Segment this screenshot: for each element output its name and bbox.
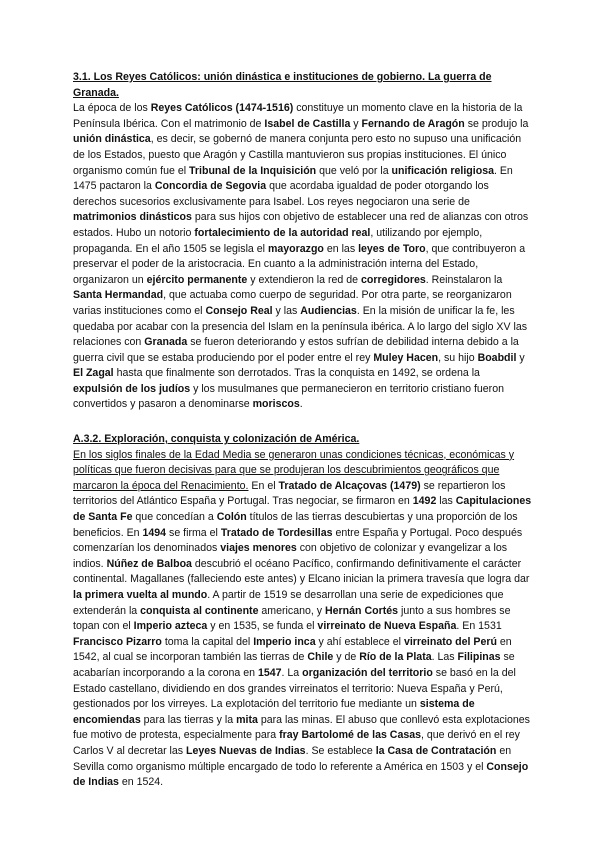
text-run: y en 1535, se funda el — [207, 620, 318, 633]
text-run: y — [516, 351, 525, 364]
text-run: . Las — [431, 651, 458, 664]
text-run: hasta que finalmente son derrotados. Tras la conquista en 1492, se ordena la — [113, 367, 480, 380]
text-run: , que contribuyeron a preservar el poder de la aristocracia. En cuanto a la administración interna del Estado, organizaron un — [73, 242, 526, 286]
text-run: en 1542, al cual se incorporan también las tierras de — [73, 635, 512, 664]
bold-term: conquista al continente — [140, 604, 259, 617]
text-run: se acabarían incorporando a la corona en — [73, 651, 515, 679]
bold-term: fortalecimiento de la autoridad real — [194, 226, 371, 239]
text-run: en las — [323, 242, 359, 255]
bold-term: virreinato de Nueva España — [317, 620, 457, 633]
text-run: . — [299, 398, 303, 411]
text-run: descubrió el océano Pacífico, confirmando definitivamente el carácter continental. Magallanes (falleciendo este antes) y Elcano inician la primera travesía que logra dar — [73, 557, 530, 586]
bold-term: Imperio inca — [253, 635, 316, 648]
bold-term: Río de la Plata — [359, 651, 432, 664]
bold-term: Imperio azteca — [133, 620, 208, 633]
text-run: , que actuaba como cuerpo de seguridad. Por otra parte, se reorganizaron varias instituciones como el — [73, 289, 512, 317]
bold-term: Filipinas — [457, 651, 501, 664]
bold-term: fray Bartolomé de las Casas — [279, 729, 422, 742]
bold-term: ejército permanente — [146, 273, 248, 286]
text-run: que concedían a — [132, 511, 217, 524]
text-run: las — [436, 495, 456, 508]
section-2-paragraph — [73, 448, 532, 791]
text-run: y de — [333, 651, 360, 664]
section-1-title: 3.1. Los Reyes Católicos: unión dinástica e instituciones de gobierno. La guerra de Granada. — [73, 71, 492, 99]
text-run: toma la capital del — [161, 635, 254, 648]
bold-term: Santa Hermandad — [73, 289, 164, 302]
bold-term: leyes de Toro — [358, 242, 426, 255]
text-run: y — [350, 117, 362, 130]
text-run: . En 1475 pactaron la — [73, 164, 513, 193]
bold-term: Audiencias — [300, 304, 357, 317]
bold-term: Colón — [216, 511, 247, 524]
text-run: en Sevilla como organismo múltiple encargado de todo lo referente a América en 1503 y el — [73, 744, 512, 773]
bold-term: Reyes Católicos (1474-1516) — [150, 102, 294, 115]
bold-term: corregidores — [360, 273, 426, 286]
bold-term: viajes menores — [220, 542, 297, 555]
bold-term: 1492 — [412, 495, 437, 508]
bold-term: Isabel de Castilla — [264, 117, 351, 130]
text-run: se basó en la del Estado castellano, dividiendo en dos grandes virreinatos el territorio: Nueva España y Perú, gestionados por los virreyes. La explotación del territorio fue mediante un — [73, 666, 516, 711]
text-run: y las — [272, 304, 301, 317]
bold-term: la Casa de Contratación — [375, 744, 497, 757]
bold-term: Consejo de Indias — [73, 760, 529, 789]
bold-term: Chile — [307, 651, 334, 664]
bold-term: Concordia de Segovia — [154, 180, 267, 193]
text-run: con objetivo de colonizar y evangelizar a los indios. — [73, 542, 508, 570]
bold-term: Hernán Cortés — [325, 604, 399, 617]
bold-term: Tratado de Alcaçovas (1479) — [278, 479, 421, 492]
text-run: para las minas. El abuso que conllevó esta explotaciones fue motivo de protesta, especialmente para — [73, 713, 530, 742]
bold-term: moriscos — [252, 398, 300, 411]
bold-term: unión dinástica — [73, 133, 151, 146]
text-run: para las tierras y la — [140, 713, 237, 726]
section-1-paragraph — [73, 101, 532, 413]
bold-term: matrimonios dinásticos — [73, 211, 192, 224]
text-run: , su hijo — [438, 351, 478, 364]
bold-term: 1494 — [142, 526, 167, 539]
text-run: para sus hijos con objetivo de establecer una red de alianzas con otros estados. Hubo un notorio — [73, 211, 529, 239]
bold-term: mayorazgo — [267, 242, 324, 255]
text-run: . Reinstalaron la — [425, 273, 503, 286]
text-run: y extendieron la red de — [247, 273, 361, 286]
text-run: que veló por la — [316, 164, 392, 177]
bold-term: Tratado de Tordesillas — [220, 526, 333, 539]
text-run: . En la misión de unificar la fe, les quedaba por acabar con la presencia del Islam en la península ibérica. A lo largo del siglo XV las relaciones con — [73, 304, 528, 349]
text-run: que acordaba igualdad de poder otorgando los derechos sucesorios exclusivamente para Isabel. Los reyes negociaron una serie de — [73, 180, 489, 208]
bold-term: organización del territorio — [302, 666, 433, 679]
bold-term: Consejo Real — [205, 304, 273, 317]
text-run: y ahí establece el — [315, 635, 404, 648]
text-run: y los musulmanes que permanecieron en territorio cristiano fueron convertidos y pasaron a denominarse — [73, 382, 504, 411]
text-run: se repartieron los territorios del Atlántico España y Portugal. Tras negociar, se firmaron en — [73, 479, 506, 508]
text-run: La época de los — [73, 102, 151, 115]
bold-term: Capitulaciones de Santa Fe — [73, 495, 532, 524]
bold-term: mita — [236, 713, 258, 726]
bold-term: virreinato del Perú — [403, 635, 497, 648]
text-run: entre España y Portugal. Poco después comenzarían los denominados — [73, 526, 523, 555]
text-run: se fueron deteriorando y estos sufrían de debilidad interna debido a la guerra civil que se estaba produciendo por el poder entre el rey — [73, 336, 519, 364]
bold-term: El Zagal — [73, 367, 114, 380]
section-2-title: A.3.2. Exploración, conquista y colonización de América. — [73, 433, 360, 446]
bold-term: Granada — [144, 336, 188, 349]
underlined-text: En los siglos finales de la Edad Media se generaron unas condiciones técnicas, económicas y políticas que fueron decisivas para que se produjeran los descubrimientos geográficos que marcaron la época del Renacimiento. — [73, 448, 515, 492]
bold-term: la primera vuelta al mundo — [73, 589, 208, 601]
text-run: se firma el — [166, 526, 221, 539]
bold-term: 1547 — [257, 666, 282, 679]
text-run: constituye un momento clave en la historia de la Península Ibérica. Con el matrimonio de — [73, 102, 523, 130]
text-run: se produjo la — [464, 117, 529, 130]
bold-term: Francisco Pizarro — [73, 635, 162, 648]
bold-term: sistema de encomiendas — [73, 698, 475, 726]
bold-term: Leyes Nuevas de Indias — [186, 744, 306, 757]
bold-term: unificación religiosa — [391, 164, 494, 177]
bold-term: Núñez de Balboa — [106, 557, 192, 570]
text-run: . La — [281, 666, 303, 679]
text-run: , que derivó en el rey Carlos V al decretar las — [73, 729, 520, 757]
text-run: junto a sus hombres se topan con el — [73, 604, 511, 633]
text-run: , es decir, se gobernó de manera conjunta pero esto no supuso una unificación de los Estados, puesto que Aragón y Castilla mantuvieron sus propias instituciones. El único organismo común fue el — [73, 133, 522, 177]
bold-term: expulsión de los judíos — [73, 382, 191, 395]
text-run: . En 1531 — [456, 620, 502, 633]
bold-term: Muley Hacen — [373, 351, 439, 364]
document-page — [73, 70, 532, 791]
text-run: . A partir de 1519 se desarrollan una serie de expediciones que extenderán la — [73, 589, 504, 617]
text-run: títulos de las tierras descubiertas y una proporción de los beneficios. En — [73, 511, 518, 539]
text-run: americano, y — [258, 604, 326, 617]
bold-term: Tribunal de la Inquisición — [189, 164, 317, 177]
bold-term: Boabdil — [477, 351, 517, 364]
section-divider-space — [73, 413, 532, 432]
text-run: , utilizando por ejemplo, propaganda. En el año 1505 se legisla el — [73, 226, 483, 255]
text-run: . Se establece — [305, 744, 376, 757]
text-run: en 1524. — [118, 776, 164, 789]
text-run: En el — [248, 479, 279, 492]
bold-term: Fernando de Aragón — [361, 117, 465, 130]
